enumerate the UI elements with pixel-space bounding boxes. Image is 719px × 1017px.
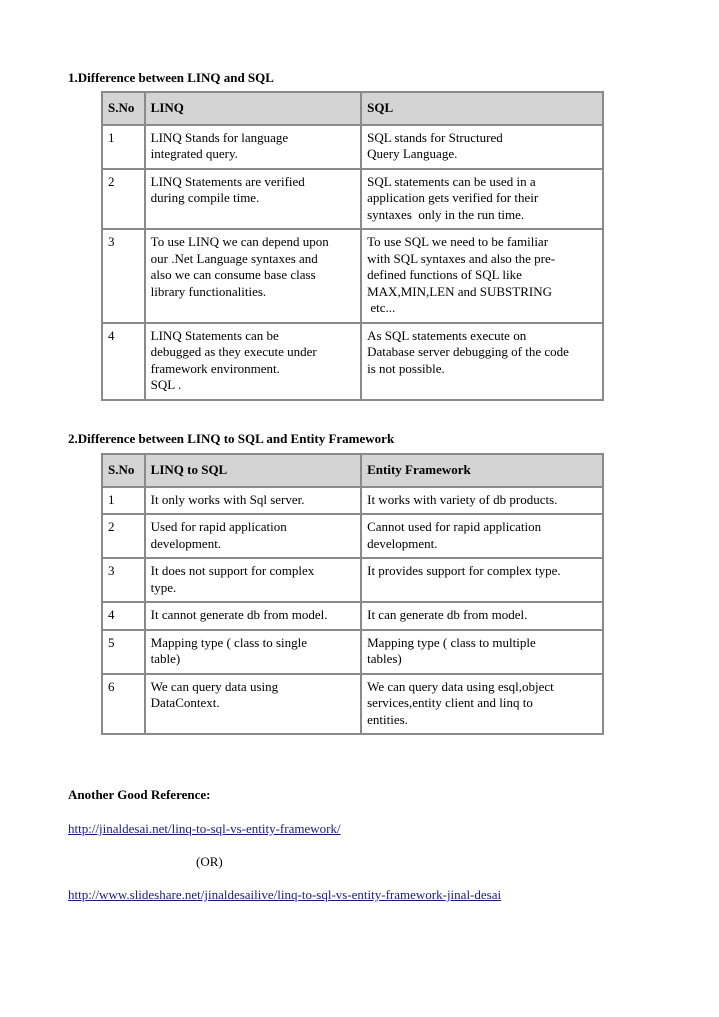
cell-left-text [146,230,360,322]
header-sno: S.No [103,93,144,124]
cell-right-text [362,324,602,399]
header-entity-framework: Entity Framework [362,455,602,486]
cell-line: Mapping type ( class to multiple [367,634,536,650]
cell-line: our .Net Language syntaxes and [150,250,318,266]
table-row [103,170,602,229]
section1-title: 1.Difference between LINQ and SQL [68,70,274,85]
table-row [103,515,602,557]
header-sql: SQL [362,93,602,124]
cell-sno: 4 [103,603,144,629]
cell-sno: 3 [103,559,144,601]
cell-line: SQL . [150,377,182,392]
cell-line: It provides support for complex type. [367,563,561,578]
cell-line: MAX,MIN,LEN and SUBSTRING [367,283,552,299]
cell-line: It can generate db from model. [367,607,528,622]
cell-line: To use LINQ we can depend upon [150,234,329,249]
cell-left-text [146,603,360,629]
cell-sno: 5 [103,631,144,673]
cell-line: It works with variety of db products. [367,491,558,507]
cell-line: during compile time. [150,190,260,205]
table-row [103,324,602,399]
cell-right-text [362,126,602,168]
cell-left-text [146,631,360,673]
cell-sno: 2 [103,170,144,229]
cell-line: It only works with Sql server. [150,491,305,507]
cell-line: As SQL statements execute on [367,327,527,343]
table-header-row [103,93,602,124]
section2-title: 2.Difference between LINQ to SQL and Entity Framework [68,431,395,446]
cell-line: table) [150,651,181,666]
or-separator: (OR) [196,854,223,869]
cell-line: library functionalities. [150,283,267,299]
cell-line: entities. [367,711,408,727]
cell-line: syntaxes only in the run time. [367,206,525,222]
cell-line: Used for rapid application [150,519,287,534]
cell-line: To use SQL we need to be familiar [367,234,549,249]
cell-line: framework environment. [150,360,280,376]
cell-line: development. [367,535,438,551]
cell-right-text [362,675,602,734]
cell-sno: 1 [103,126,144,168]
cell-sno: 6 [103,675,144,734]
table-row [103,603,602,629]
table-row [103,126,602,168]
header-sno: S.No [103,455,144,486]
cell-sno: 3 [103,230,144,322]
cell-line: application gets verified for their [367,190,539,205]
cell-line: Query Language. [367,146,458,161]
cell-left-text [146,488,360,514]
cell-left-text [146,515,360,557]
table-header-row [103,455,602,486]
cell-left-text [146,559,360,601]
cell-right-text [362,170,602,229]
cell-left-text [146,675,360,734]
cell-sno: 1 [103,488,144,514]
cell-line: etc... [367,300,396,315]
reference-link-slideshare[interactable]: http://www.slideshare.net/jinaldesailive/linq-to-sql-vs-entity-framework-jinal-desai [68,887,502,902]
cell-line: integrated query. [150,146,238,161]
cell-line: LINQ Statements can be [150,327,279,343]
cell-right-text [362,230,602,322]
cell-line: Database server debugging of the code [367,344,569,359]
cell-line: services,entity client and linq to [367,695,533,710]
header-linq-to-sql: LINQ to SQL [146,455,360,486]
cell-sno: 4 [103,324,144,399]
cell-left-text [146,126,360,168]
cell-right-text [362,631,602,673]
table-row [103,631,602,673]
table-row [103,675,602,734]
linq-to-sql-vs-ef-table [101,453,604,735]
cell-line: SQL stands for Structured [367,129,503,145]
cell-line: debugged as they execute under [150,344,317,359]
cell-line: We can query data using esql,object [367,678,554,694]
cell-line: with SQL syntaxes and also the pre- [367,250,556,266]
cell-line: We can query data using [150,678,279,694]
cell-line: LINQ Statements are verified [150,173,305,189]
table-row [103,230,602,322]
cell-line: development. [150,535,222,551]
cell-right-text [362,559,602,601]
linq-vs-sql-table [101,91,604,401]
table-row [103,488,602,514]
cell-line: Mapping type ( class to single [150,634,307,650]
cell-line: SQL statements can be used in a [367,173,536,189]
cell-line: It does not support for complex [150,563,315,578]
cell-line: also we can consume base class [150,267,316,282]
reference-title: Another Good Reference: [68,787,211,802]
header-linq: LINQ [146,93,360,124]
cell-left-text [146,170,360,229]
cell-line: DataContext. [150,695,220,710]
cell-line: LINQ Stands for language [150,129,289,145]
cell-right-text [362,603,602,629]
cell-line: It cannot generate db from model. [150,607,328,622]
cell-sno: 2 [103,515,144,557]
cell-line: Cannot used for rapid application [367,519,542,534]
cell-left-text [146,324,360,399]
cell-right-text [362,488,602,514]
cell-line: type. [150,579,177,595]
cell-line: is not possible. [367,360,445,376]
cell-line: tables) [367,651,402,666]
cell-right-text [362,515,602,557]
table-row [103,559,602,601]
cell-line: defined functions of SQL like [367,267,522,282]
reference-link-jinaldesai[interactable]: http://jinaldesai.net/linq-to-sql-vs-entity-framework/ [68,821,341,836]
